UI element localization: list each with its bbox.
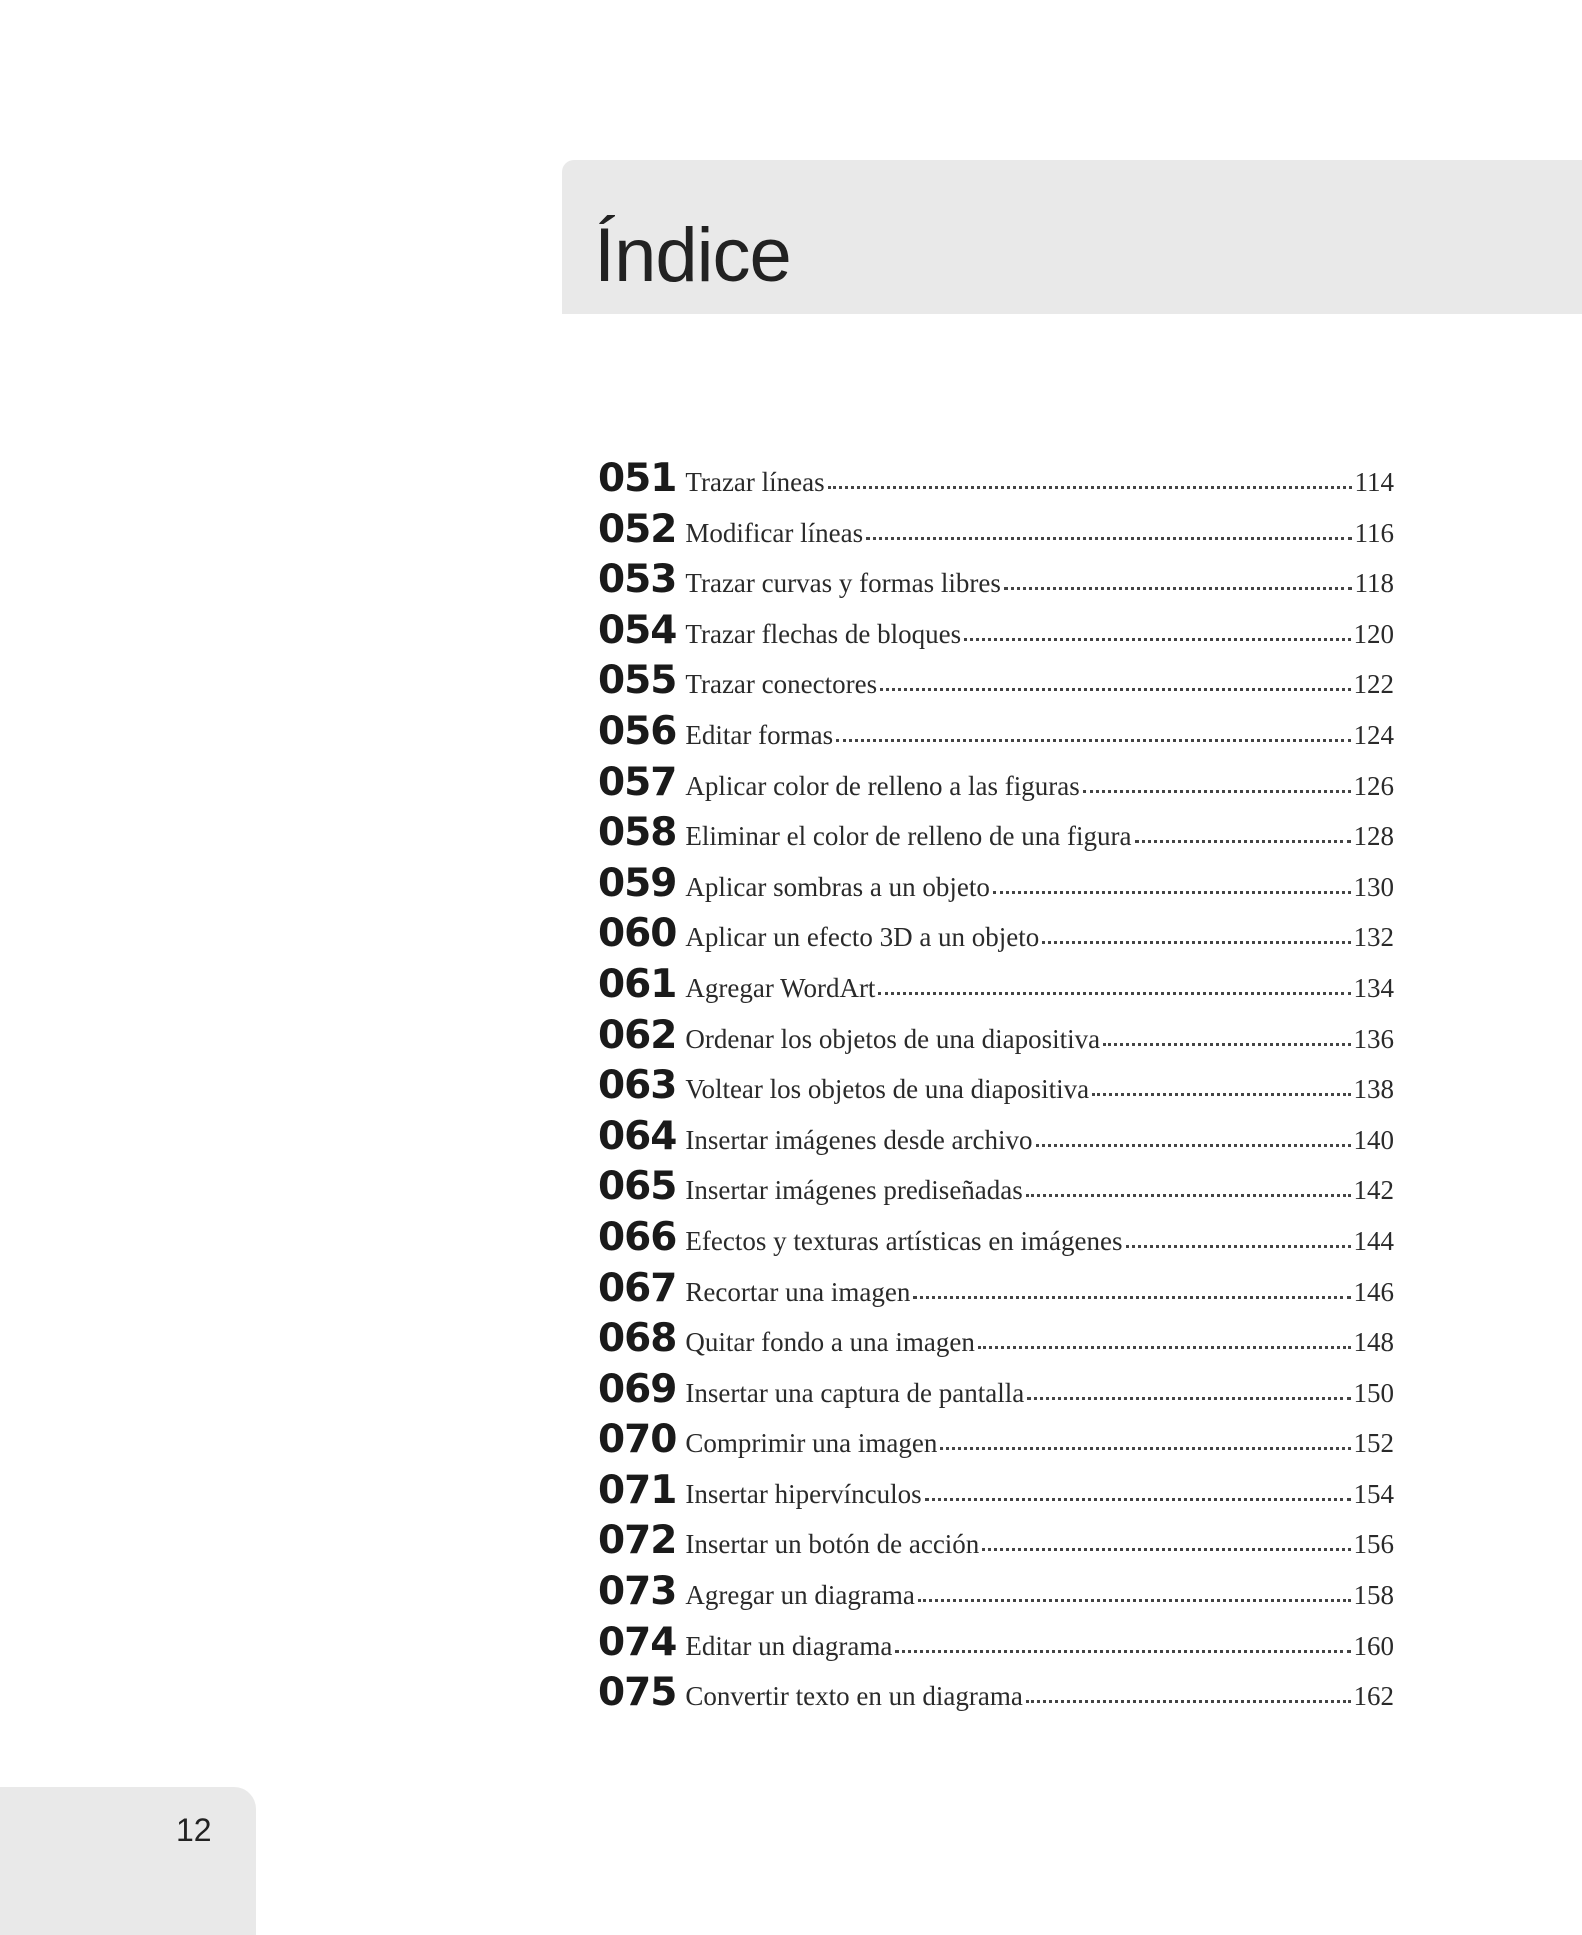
dot-leader (993, 891, 1351, 894)
dot-leader (1026, 1700, 1351, 1703)
entry-page: 156 (1353, 1529, 1394, 1560)
entry-number: 070 (598, 1417, 677, 1463)
dot-leader (918, 1599, 1351, 1602)
toc-entry[interactable] (598, 608, 1394, 659)
entry-page: 128 (1353, 821, 1394, 852)
page-number-tab (0, 1787, 256, 1935)
entry-number: 051 (598, 456, 677, 501)
toc-entry[interactable] (598, 1215, 1394, 1266)
entry-title: Modificar líneas (685, 517, 864, 548)
dot-leader (1126, 1245, 1351, 1248)
entry-page: 150 (1353, 1377, 1394, 1408)
toc-entry[interactable] (598, 1316, 1394, 1367)
entry-page: 134 (1353, 972, 1394, 1003)
entry-number: 067 (598, 1265, 677, 1311)
entry-title: Aplicar color de relleno a las figuras (685, 770, 1080, 801)
dot-leader (1036, 1144, 1351, 1147)
entry-page: 162 (1353, 1681, 1394, 1712)
toc-entry[interactable] (598, 810, 1394, 861)
entry-number: 054 (598, 607, 677, 653)
entry-title: Insertar un botón de acción (685, 1529, 980, 1560)
entry-page: 136 (1353, 1023, 1394, 1054)
dot-leader (828, 486, 1352, 489)
entry-title: Trazar curvas y formas libres (685, 568, 1001, 599)
entry-title: Trazar líneas (685, 467, 825, 497)
toc-entry[interactable] (598, 1266, 1394, 1317)
toc-entry[interactable] (598, 1013, 1394, 1064)
dot-leader (940, 1447, 1350, 1450)
entry-page: 154 (1353, 1478, 1394, 1509)
entry-number: 071 (598, 1467, 677, 1513)
entry-title: Insertar imágenes prediseñadas (685, 1175, 1023, 1206)
entry-number: 065 (598, 1164, 677, 1210)
entry-title: Trazar flechas de bloques (685, 618, 962, 649)
entry-number: 052 (598, 506, 677, 552)
table-of-contents (598, 456, 1394, 1721)
toc-entry[interactable] (598, 1620, 1394, 1671)
dot-leader (836, 739, 1350, 742)
toc-entry[interactable] (598, 1367, 1394, 1418)
entry-title: Agregar WordArt (685, 972, 876, 1003)
entry-page: 142 (1353, 1175, 1394, 1206)
toc-entry[interactable] (598, 1518, 1394, 1569)
entry-number: 062 (598, 1012, 677, 1058)
entry-page: 116 (1354, 517, 1394, 548)
toc-entry[interactable] (598, 1063, 1394, 1114)
entry-number: 073 (598, 1569, 677, 1615)
dot-leader (964, 638, 1350, 641)
dot-leader (925, 1498, 1351, 1501)
entry-number: 055 (598, 658, 677, 704)
entry-page: 148 (1353, 1327, 1394, 1358)
toc-entry[interactable] (598, 1569, 1394, 1620)
dot-leader (1027, 1397, 1350, 1400)
entry-number: 060 (598, 911, 677, 957)
entry-page: 146 (1353, 1276, 1394, 1307)
entry-title: Editar formas (685, 719, 834, 750)
dot-leader (1004, 587, 1352, 590)
dot-leader (1026, 1194, 1351, 1197)
toc-entry[interactable] (598, 507, 1394, 558)
entry-number: 069 (598, 1366, 677, 1412)
page-number: 12 (176, 1812, 212, 1848)
toc-entry[interactable] (598, 1670, 1394, 1721)
dot-leader (878, 992, 1350, 995)
dot-leader (1092, 1093, 1350, 1096)
entry-number: 063 (598, 1063, 677, 1109)
entry-page: 138 (1353, 1074, 1394, 1105)
entry-number: 068 (598, 1316, 677, 1362)
entry-title: Convertir texto en un diagrama (685, 1681, 1023, 1712)
entry-page: 160 (1353, 1630, 1394, 1661)
entry-page: 120 (1353, 618, 1394, 649)
entry-number: 074 (598, 1619, 677, 1665)
entry-title: Comprimir una imagen (685, 1428, 938, 1459)
dot-leader (866, 537, 1351, 540)
dot-leader (978, 1346, 1351, 1349)
toc-entry[interactable] (598, 911, 1394, 962)
entry-number: 057 (598, 759, 677, 805)
toc-entry[interactable] (598, 709, 1394, 760)
entry-title: Insertar una captura de pantalla (685, 1377, 1025, 1408)
entry-page: 122 (1353, 669, 1394, 700)
entry-title: Efectos y texturas artísticas en imágenes (685, 1225, 1123, 1256)
entry-title: Agregar un diagrama (685, 1580, 915, 1611)
entry-page: 130 (1353, 871, 1394, 902)
entry-number: 064 (598, 1113, 677, 1159)
entry-number: 066 (598, 1214, 677, 1260)
toc-entry[interactable] (598, 456, 1394, 507)
entry-page: 124 (1353, 719, 1394, 750)
entry-page: 114 (1354, 467, 1394, 497)
entry-title: Eliminar el color de relleno de una figura (685, 821, 1132, 852)
dot-leader (1103, 1043, 1350, 1046)
entry-title: Aplicar sombras a un objeto (685, 871, 990, 902)
header-band (562, 160, 1582, 314)
entry-title: Aplicar un efecto 3D a un objeto (685, 922, 1040, 953)
entry-page: 126 (1353, 770, 1394, 801)
toc-entry[interactable] (598, 861, 1394, 912)
entry-title: Editar un diagrama (685, 1630, 893, 1661)
toc-entry[interactable] (598, 760, 1394, 811)
entry-number: 056 (598, 708, 677, 754)
entry-title: Quitar fondo a una imagen (685, 1327, 975, 1358)
entry-number: 053 (598, 557, 677, 603)
toc-entry[interactable] (598, 962, 1394, 1013)
entry-number: 061 (598, 961, 677, 1007)
dot-leader (982, 1548, 1350, 1551)
dot-leader (1042, 941, 1350, 944)
dot-leader (1135, 840, 1351, 843)
entry-number: 059 (598, 860, 677, 906)
entry-title: Recortar una imagen (685, 1276, 911, 1307)
entry-title: Trazar conectores (685, 669, 878, 700)
entry-page: 118 (1354, 568, 1394, 599)
entry-page: 152 (1353, 1428, 1394, 1459)
entry-page: 158 (1353, 1580, 1394, 1611)
entry-title: Insertar imágenes desde archivo (685, 1124, 1033, 1155)
entry-title: Voltear los objetos de una diapositiva (685, 1074, 1090, 1105)
page-title: Índice (594, 213, 791, 298)
toc-entry[interactable] (598, 1468, 1394, 1519)
toc-entry[interactable] (598, 557, 1394, 608)
entry-page: 144 (1353, 1225, 1394, 1256)
dot-leader (1083, 790, 1351, 793)
toc-entry[interactable] (598, 1114, 1394, 1165)
entry-number: 072 (598, 1518, 677, 1564)
dot-leader (895, 1650, 1350, 1653)
dot-leader (880, 688, 1350, 691)
entry-number: 075 (598, 1670, 677, 1716)
entry-page: 140 (1353, 1124, 1394, 1155)
toc-entry[interactable] (598, 1164, 1394, 1215)
toc-entry[interactable] (598, 1417, 1394, 1468)
entry-title: Ordenar los objetos de una diapositiva (685, 1023, 1101, 1054)
entry-number: 058 (598, 810, 677, 856)
entry-page: 132 (1353, 922, 1394, 953)
dot-leader (913, 1296, 1350, 1299)
toc-entry[interactable] (598, 658, 1394, 709)
entry-title: Insertar hipervínculos (685, 1478, 922, 1509)
